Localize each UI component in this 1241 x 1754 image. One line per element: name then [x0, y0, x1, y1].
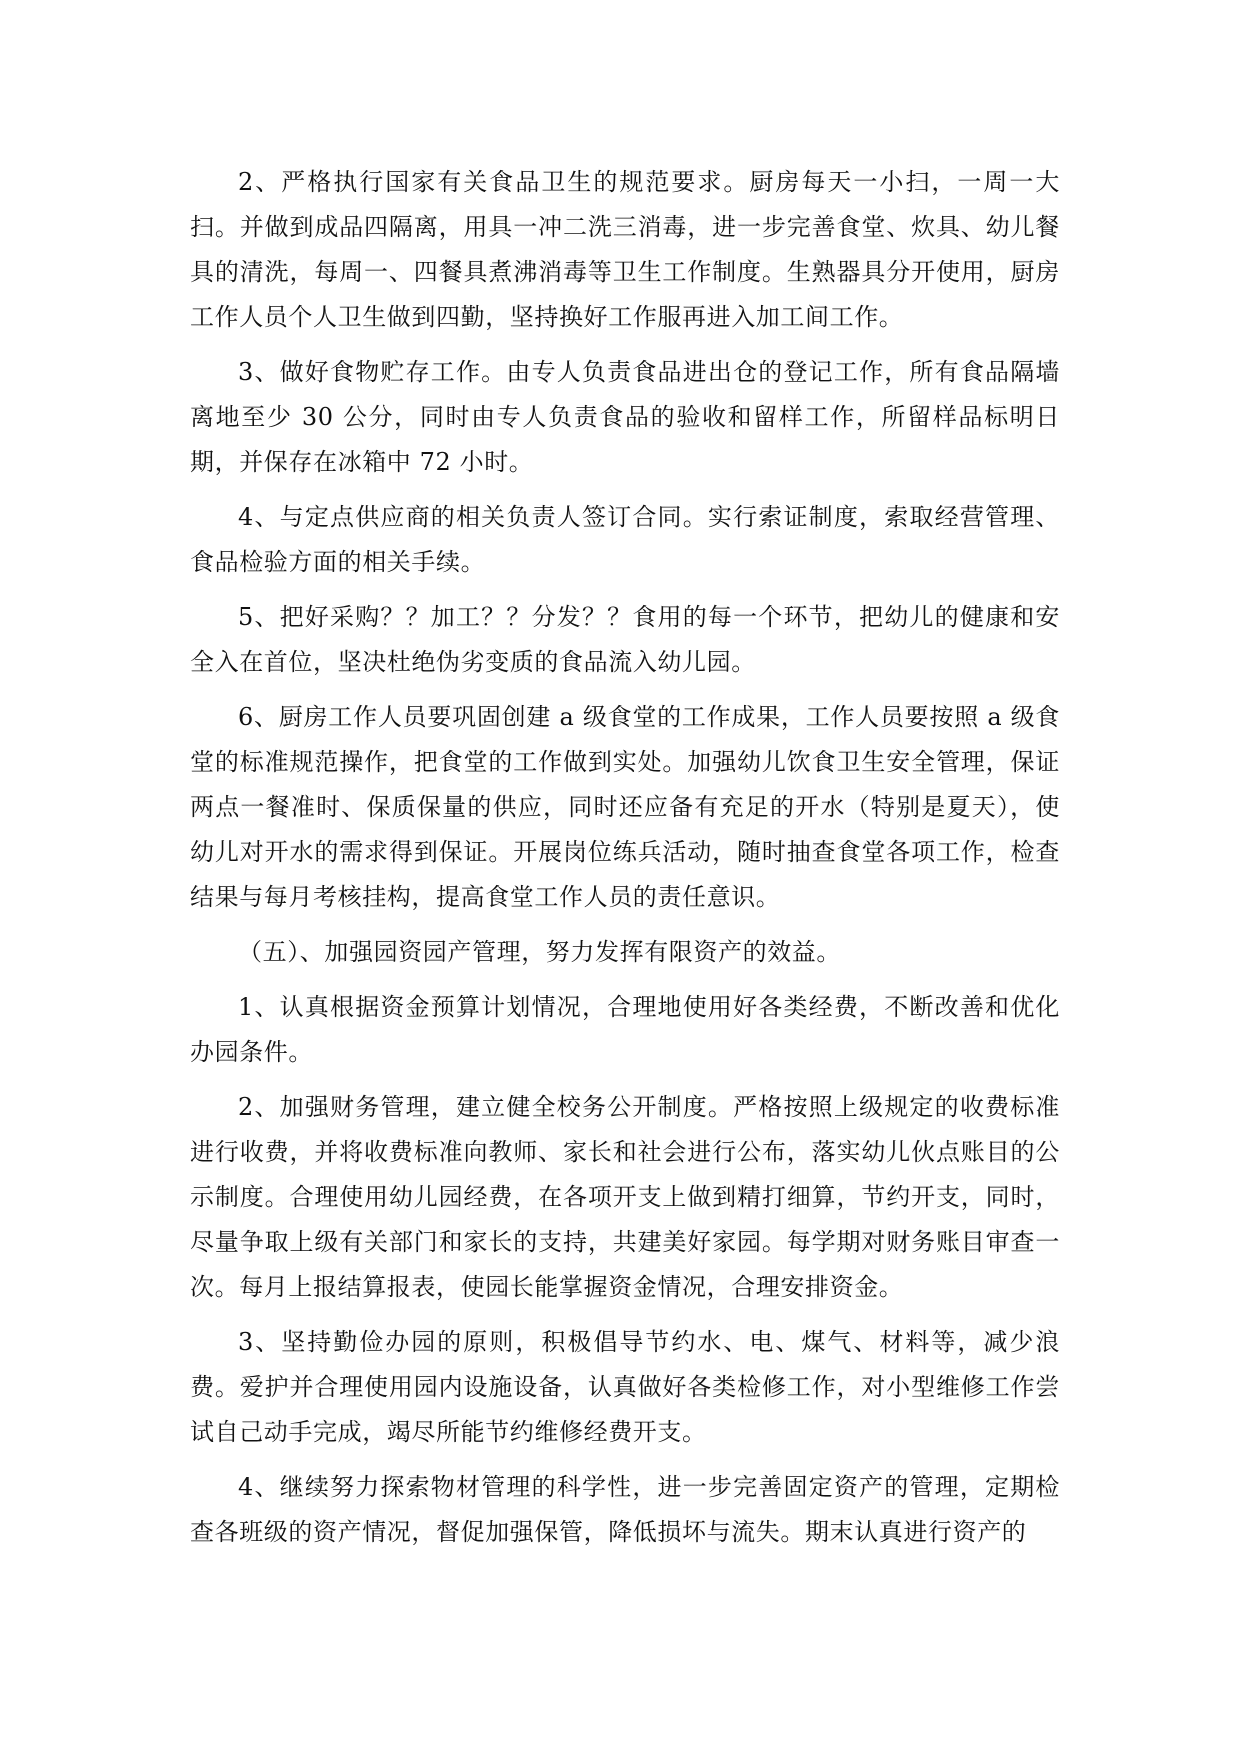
paragraph-finance: 2、加强财务管理，建立健全校务公开制度。严格按照上级规定的收费标准进行收费，并将收费标准向教师、家长和社会进行公布，落实幼儿伙点账目的公示制度。合理使用幼儿园经费，在各项开支上做到精打细算，节约开支，同时，尽量争取上级有关部门和家长的支持，共建美好家园。每学期对财务账目审查一次。每月上报结算报表，使园长能掌握资金情况，合理安排资金。 — [190, 1093, 1060, 1301]
paragraph-materials: 4、继续努力探索物材管理的科学性，进一步完善固定资产的管理，定期检查各班级的资产情况，督促加强保管，降低损坏与流失。期末认真进行资产的 — [190, 1473, 1060, 1546]
paragraph-kitchen-staff: 6、厨房工作人员要巩固创建 a 级食堂的工作成果，工作人员要按照 a 级食堂的标准规范操作，把食堂的工作做到实处。加强幼儿饮食卫生安全管理，保证两点一餐准时、保质保量的供应，同时还应备有充足的开水（特别是夏天），使幼儿对开水的需求得到保证。开展岗位练兵活动，随时抽查食堂各项工作，检查结果与每月考核挂构，提高食堂工作人员的责任意识。 — [190, 703, 1060, 911]
paragraph-thrift: 3、坚持勤俭办园的原则，积极倡导节约水、电、煤气、材料等，减少浪费。爱护并合理使用园内设施设备，认真做好各类检修工作，对小型维修工作尝试自己动手完成，竭尽所能节约维修经费开支。 — [190, 1328, 1060, 1446]
paragraph-food-hygiene: 2、严格执行国家有关食品卫生的规范要求。厨房每天一小扫，一周一大扫。并做到成品四隔离，用具一冲二洗三消毒，进一步完善食堂、炊具、幼儿餐具的清洗，每周一、四餐具煮沸消毒等卫生工作制度。生熟器具分开使用，厨房工作人员个人卫生做到四勤，坚持换好工作服再进入加工间工作。 — [190, 168, 1060, 331]
document-body — [190, 160, 1060, 1565]
paragraph-budget: 1、认真根据资金预算计划情况，合理地使用好各类经费，不断改善和优化办园条件。 — [190, 993, 1060, 1066]
paragraph-procurement: 5、把好采购？？加工？？分发？？食用的每一个环节，把幼儿的健康和安全入在首位，坚决杜绝伪劣变质的食品流入幼儿园。 — [190, 603, 1060, 676]
paragraph-food-storage: 3、做好食物贮存工作。由专人负责食品进出仓的登记工作，所有食品隔墙离地至少 30 公分，同时由专人负责食品的验收和留样工作，所留样品标明日期，并保存在冰箱中 72 小时。 — [190, 358, 1060, 476]
paragraph-supplier-contract: 4、与定点供应商的相关负责人签订合同。实行索证制度，索取经营管理、食品检验方面的相关手续。 — [190, 503, 1060, 576]
section-heading-assets: （五）、加强园资园产管理，努力发挥有限资产的效益。 — [238, 938, 841, 966]
